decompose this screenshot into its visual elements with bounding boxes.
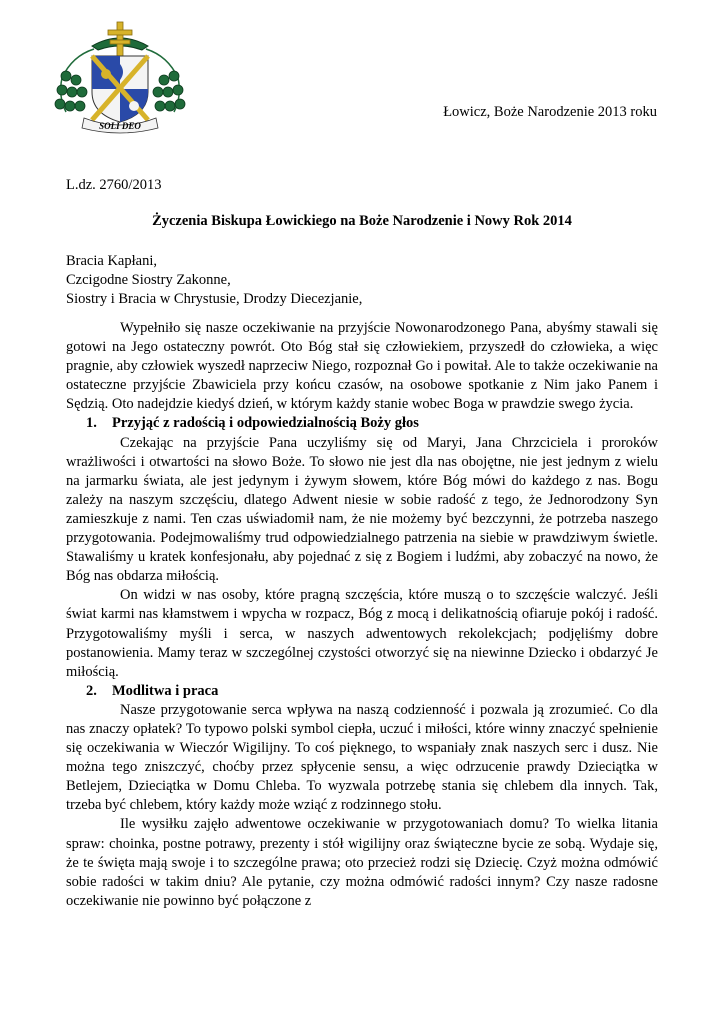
section-heading-text: Modlitwa i praca <box>112 682 219 699</box>
section-heading-text: Przyjąć z radością i odpowiedzialnością Boży głos <box>112 415 419 432</box>
coat-of-arms <box>52 16 188 134</box>
motto-text: SOLI DEO <box>99 121 141 131</box>
section-heading <box>66 682 658 701</box>
greeting-line: Bracia Kapłani, <box>66 253 157 269</box>
paragraph: Ile wysiłku zajęło adwentowe oczekiwanie w przygotowaniach domu? To wielka litania spraw: choinka, postne potrawy, prezenty i stół wigilijny oraz świąteczne bycie ze sobą. Wydaje się, że te święta mają swoje i to szczególne prawa; oto przecież rodzi się Dziecię. Czyż można odmówić sobie radości w takim dniu? Ale pytanie, czy można odmówić radości innym? Czy nasze radosne oczekiwanie nie powinno być połączone z <box>66 816 658 909</box>
document-title: Życzenia Biskupa Łowickiego na Boże Narodzenie i Nowy Rok 2014 <box>152 213 572 229</box>
greeting-line: Czcigodne Siostry Zakonne, <box>66 272 231 288</box>
paragraph: On widzi w nas osoby, które pragną szczęścia, które muszą o to szczęście walczyć. Jeśli świat karmi nas kłamstwem i wpycha w rozpacz, Bóg z mocą i delikatnością ofiaruje pokój i radość. Przygotowaliśmy myśli i serca, w naszych adwentowych rekolekcjach; podjęliśmy dobre postanowienia. Mamy teraz w szczególnej czystości otworzyć się na niewinne Dziecko i obdarzyć Je miłością. <box>66 587 658 680</box>
letter-body <box>66 319 658 911</box>
greeting <box>66 252 362 309</box>
paragraph: Nasze przygotowanie serca wpływa na naszą codzienność i pozwala ją zrozumieć. Co dla nas znaczy opłatek? To typowo polski symbol ciepła, uczuć i miłości, które winny znaczyć spełnienie się oczekiwania w Wieczór Wigilijny. To coś pięknego, to wspaniały znak naszych serc i dusz. Nie można tego zniszczyć, choćby przez spłycenie sensu, a więc odrzucenie prawdy Dzieciątka w Betlejem, Dzieciątka w Domu Chleba. To wyzwala potrzebę stania się chlebem dla innych. Tak, trzeba być chlebem, który każdy może wziąć z rodzinnego stołu. <box>66 701 658 814</box>
greeting-line: Siostry i Bracia w Chrystusie, Drodzy Diecezjanie, <box>66 291 363 307</box>
intro-paragraph: Wypełniło się nasze oczekiwanie na przyjście Nowonarodzonego Pana, abyśmy stawali się gotowi na Jego ostateczny powrót. Oto Bóg stał się człowiekiem, przyszedł do człowieka, a więc pragnie, aby człowiek wyszedł naprzeciw Niego, rozpoznał Go i powitał. Ale to także oczekiwanie na ostateczne przyjście Zbawiciela przy końcu czasów, na osobowe spotkanie z Nim jako Panem i Sędzią. Oto nadejdzie kiedyś dzień, w którym każdy stanie wobec Boga w prawdzie swego życia. <box>66 320 658 413</box>
reference-number: L.dz. 2760/2013 <box>66 177 162 193</box>
paragraph: Czekając na przyjście Pana uczyliśmy się od Maryi, Jana Chrzciciela i proroków wrażliwości i otwartości na słowo Boże. To słowo nie jest dla nas obojętne, nie jest jednym z wielu na jarmarku świata, ale jest jedynym i żywym słowem, które Bóg mówi do każdego z nas. Bogu zależy na naszym szczęściu, dlatego Adwent niesie w sobie radość z tego, że Jednorodzony Syn zamieszkuje z nami. Ten czas uświadomił nam, że nie możemy być bezczynni, że potrzeba naszego przygotowania. Podejmowaliśmy trud odpowiedzialnego patrzenia na siebie w prawdziwym świetle. Stawaliśmy u kratek konfesjonału, aby pojednać z się z Bogiem i ludźmi, aby zobaczyć na nowo, że Bóg nas obdarza miłością. <box>66 434 658 585</box>
section-number: 1. <box>86 415 97 432</box>
tassels-right-icon <box>146 49 185 112</box>
section-number: 2. <box>86 682 97 699</box>
tassels-left-icon <box>55 49 94 112</box>
section-heading <box>66 414 658 433</box>
place-date: Łowicz, Boże Narodzenie 2013 roku <box>443 104 657 120</box>
shield-icon <box>92 56 148 122</box>
